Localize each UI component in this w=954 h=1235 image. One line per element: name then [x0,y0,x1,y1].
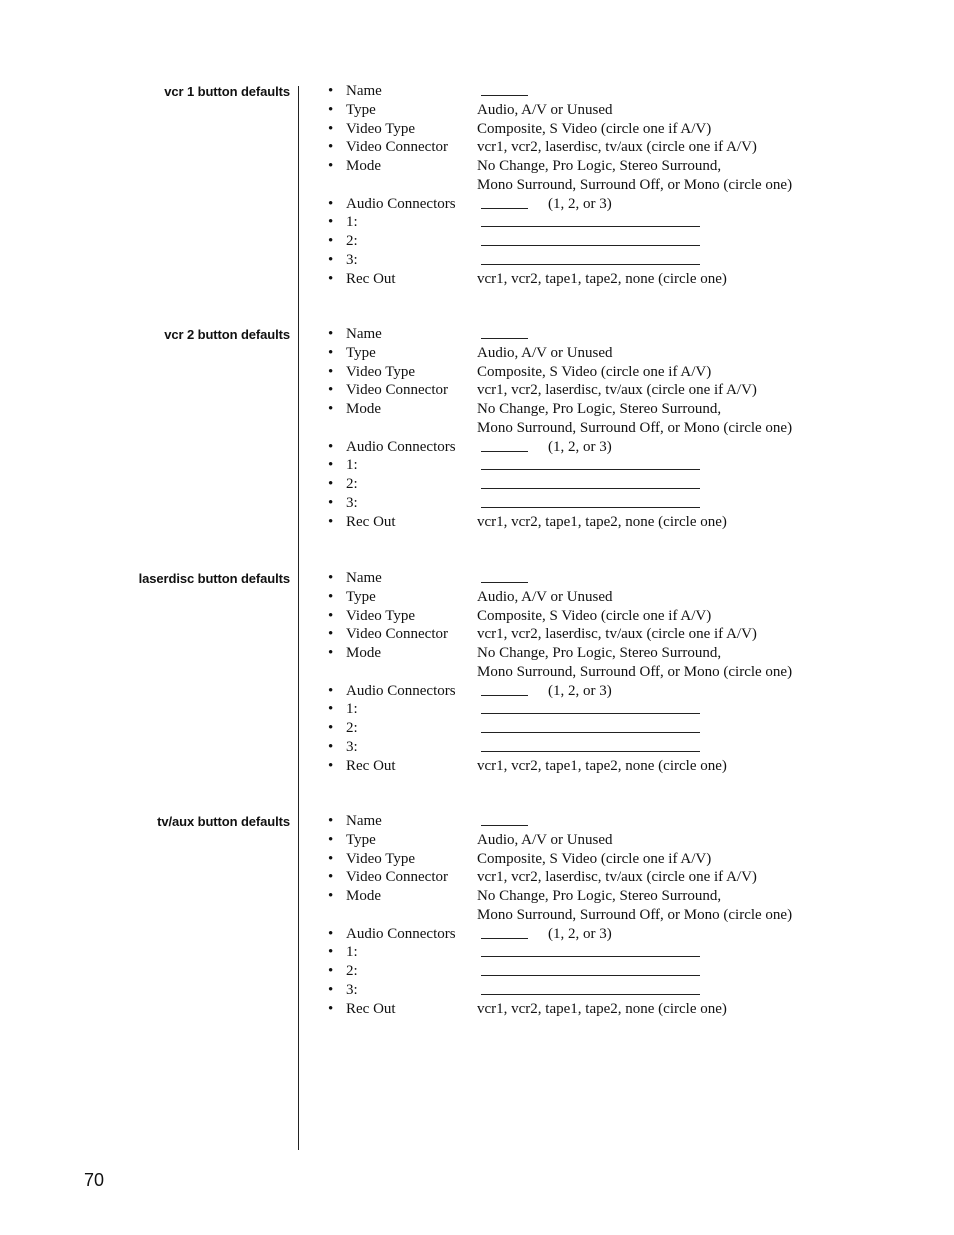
fill-in-blank[interactable] [481,732,700,733]
fill-in-blank[interactable] [481,338,528,339]
setting-label: Mode [346,645,381,661]
fill-in-blank[interactable] [481,507,700,508]
setting-row [328,438,848,457]
fill-in-blank[interactable] [481,713,700,714]
bullet-icon: • [328,813,334,829]
bullet-icon: • [328,981,334,998]
setting-value: Mono Surround, Surround Off, or Mono (circle one) [477,906,793,923]
setting-label: 2: [346,963,358,979]
setting-row [328,213,848,232]
settings-list [328,82,848,288]
fill-in-blank[interactable] [481,469,700,470]
setting-value: No Change, Pro Logic, Stereo Surround, [477,158,722,174]
setting-row [328,1000,848,1019]
setting-label: Mode [346,888,381,904]
setting-row [328,157,848,176]
setting-row [328,251,848,270]
setting-row [328,812,848,831]
bullet-icon: • [328,925,334,942]
bullet-icon: • [328,888,334,904]
setting-label: 3: [346,494,358,511]
section-heading: tv/aux button defaults [157,814,290,829]
setting-row [328,569,848,588]
bullet-icon: • [328,944,334,961]
setting-row [328,700,848,719]
bullet-icon: • [328,513,334,530]
setting-label: Audio Connectors [346,195,456,212]
setting-hint: (1, 2, or 3) [548,438,612,455]
setting-row [328,82,848,101]
vertical-rule [298,86,299,1150]
bullet-icon: • [328,607,334,624]
bullet-icon: • [328,382,334,399]
setting-value: Composite, S Video (circle one if A/V) [477,120,712,137]
setting-label: Audio Connectors [346,438,456,455]
setting-label: 2: [346,476,358,492]
bullet-icon: • [328,101,334,118]
setting-label: 1: [346,457,358,474]
bullet-icon: • [328,720,334,736]
setting-label: Video Type [346,120,416,137]
setting-row [328,868,848,887]
setting-row [328,588,848,607]
setting-row [328,419,848,438]
setting-row [328,138,848,157]
setting-row [328,176,848,195]
setting-label: Rec Out [346,270,396,287]
setting-label: Video Connector [346,139,448,156]
bullet-icon: • [328,869,334,886]
setting-row [328,381,848,400]
setting-label: Video Type [346,607,416,624]
bullet-icon: • [328,270,334,287]
setting-row [328,925,848,944]
setting-value: vcr1, vcr2, laserdisc, tv/aux (circle one if A/V) [477,382,757,399]
setting-label: Video Type [346,363,416,380]
section-heading: vcr 1 button defaults [164,84,290,99]
setting-label: Video Type [346,850,416,867]
setting-label: Name [346,813,382,829]
page-number: 70 [84,1170,105,1190]
setting-label: Video Connector [346,869,448,886]
setting-hint: (1, 2, or 3) [548,682,612,699]
fill-in-blank[interactable] [481,264,700,265]
fill-in-blank[interactable] [481,208,528,209]
fill-in-blank[interactable] [481,956,700,957]
bullet-icon: • [328,120,334,137]
setting-label: Name [346,570,382,586]
setting-label: Type [346,588,376,605]
setting-row [328,400,848,419]
setting-label: Mode [346,401,381,417]
setting-row [328,663,848,682]
setting-value: vcr1, vcr2, tape1, tape2, none (circle one) [477,270,727,287]
setting-row [328,195,848,214]
setting-label: Mode [346,158,381,174]
section-heading: vcr 2 button defaults [164,327,290,342]
bullet-icon: • [328,494,334,511]
bullet-icon: • [328,1000,334,1017]
fill-in-blank[interactable] [481,451,528,452]
setting-label: Video Connector [346,626,448,643]
bullet-icon: • [328,363,334,380]
setting-value: Composite, S Video (circle one if A/V) [477,363,712,380]
setting-row [328,906,848,925]
setting-label: 1: [346,701,358,718]
setting-value: vcr1, vcr2, laserdisc, tv/aux (circle one if A/V) [477,139,757,156]
setting-hint: (1, 2, or 3) [548,925,612,942]
setting-row [328,719,848,738]
fill-in-blank[interactable] [481,582,528,583]
setting-row [328,325,848,344]
setting-label: Audio Connectors [346,925,456,942]
bullet-icon: • [328,476,334,492]
setting-label: Rec Out [346,513,396,530]
bullet-icon: • [328,457,334,474]
setting-label: 2: [346,233,358,249]
setting-row [328,101,848,120]
bullet-icon: • [328,963,334,979]
fill-in-blank[interactable] [481,95,528,96]
bullet-icon: • [328,645,334,661]
fill-in-blank[interactable] [481,938,528,939]
settings-list [328,812,848,1018]
bullet-icon: • [328,326,334,342]
setting-row [328,513,848,532]
setting-row [328,607,848,626]
setting-label: Name [346,83,382,99]
setting-value: Audio, A/V or Unused [477,831,613,848]
setting-label: Name [346,326,382,342]
setting-value: Mono Surround, Surround Off, or Mono (circle one) [477,176,793,193]
setting-label: Video Connector [346,382,448,399]
setting-value: Audio, A/V or Unused [477,588,613,605]
fill-in-blank[interactable] [481,245,700,246]
fill-in-blank[interactable] [481,975,700,976]
fill-in-blank[interactable] [481,994,700,995]
bullet-icon: • [328,83,334,99]
setting-row [328,363,848,382]
setting-row [328,644,848,663]
setting-label: Audio Connectors [346,682,456,699]
setting-value: Mono Surround, Surround Off, or Mono (circle one) [477,419,793,436]
settings-list [328,569,848,775]
bullet-icon: • [328,850,334,867]
setting-label: 3: [346,251,358,268]
fill-in-blank[interactable] [481,751,700,752]
setting-row [328,344,848,363]
setting-label: 3: [346,738,358,755]
setting-row [328,757,848,776]
bullet-icon: • [328,401,334,417]
setting-value: vcr1, vcr2, tape1, tape2, none (circle one) [477,513,727,530]
bullet-icon: • [328,588,334,605]
setting-hint: (1, 2, or 3) [548,195,612,212]
fill-in-blank[interactable] [481,825,528,826]
bullet-icon: • [328,251,334,268]
setting-row [328,625,848,644]
bullet-icon: • [328,344,334,361]
bullet-icon: • [328,757,334,774]
bullet-icon: • [328,233,334,249]
setting-value: Audio, A/V or Unused [477,344,613,361]
setting-value: Mono Surround, Surround Off, or Mono (circle one) [477,663,793,680]
setting-value: No Change, Pro Logic, Stereo Surround, [477,645,722,661]
setting-row [328,831,848,850]
fill-in-blank[interactable] [481,695,528,696]
bullet-icon: • [328,570,334,586]
setting-row [328,120,848,139]
bullet-icon: • [328,438,334,455]
setting-value: Composite, S Video (circle one if A/V) [477,607,712,624]
setting-row [328,962,848,981]
setting-row [328,738,848,757]
setting-row [328,850,848,869]
setting-row [328,494,848,513]
setting-row [328,887,848,906]
fill-in-blank[interactable] [481,488,700,489]
settings-list [328,325,848,531]
setting-label: Type [346,344,376,361]
setting-row [328,682,848,701]
setting-value: vcr1, vcr2, tape1, tape2, none (circle one) [477,757,727,774]
bullet-icon: • [328,195,334,212]
setting-value: No Change, Pro Logic, Stereo Surround, [477,401,722,417]
bullet-icon: • [328,682,334,699]
bullet-icon: • [328,626,334,643]
setting-value: vcr1, vcr2, tape1, tape2, none (circle one) [477,1000,727,1017]
setting-label: 1: [346,944,358,961]
bullet-icon: • [328,831,334,848]
setting-label: Rec Out [346,1000,396,1017]
setting-row [328,943,848,962]
bullet-icon: • [328,139,334,156]
setting-row [328,475,848,494]
setting-label: Type [346,831,376,848]
setting-label: Type [346,101,376,118]
bullet-icon: • [328,214,334,231]
setting-row [328,232,848,251]
section-heading: laserdisc button defaults [138,571,290,586]
setting-value: vcr1, vcr2, laserdisc, tv/aux (circle one if A/V) [477,869,757,886]
setting-value: No Change, Pro Logic, Stereo Surround, [477,888,722,904]
setting-row [328,981,848,1000]
bullet-icon: • [328,738,334,755]
setting-label: 2: [346,720,358,736]
setting-label: 3: [346,981,358,998]
bullet-icon: • [328,701,334,718]
setting-label: Rec Out [346,757,396,774]
setting-value: Composite, S Video (circle one if A/V) [477,850,712,867]
setting-value: Audio, A/V or Unused [477,101,613,118]
bullet-icon: • [328,158,334,174]
setting-value: vcr1, vcr2, laserdisc, tv/aux (circle one if A/V) [477,626,757,643]
setting-row [328,456,848,475]
fill-in-blank[interactable] [481,226,700,227]
setting-row [328,270,848,289]
setting-label: 1: [346,214,358,231]
